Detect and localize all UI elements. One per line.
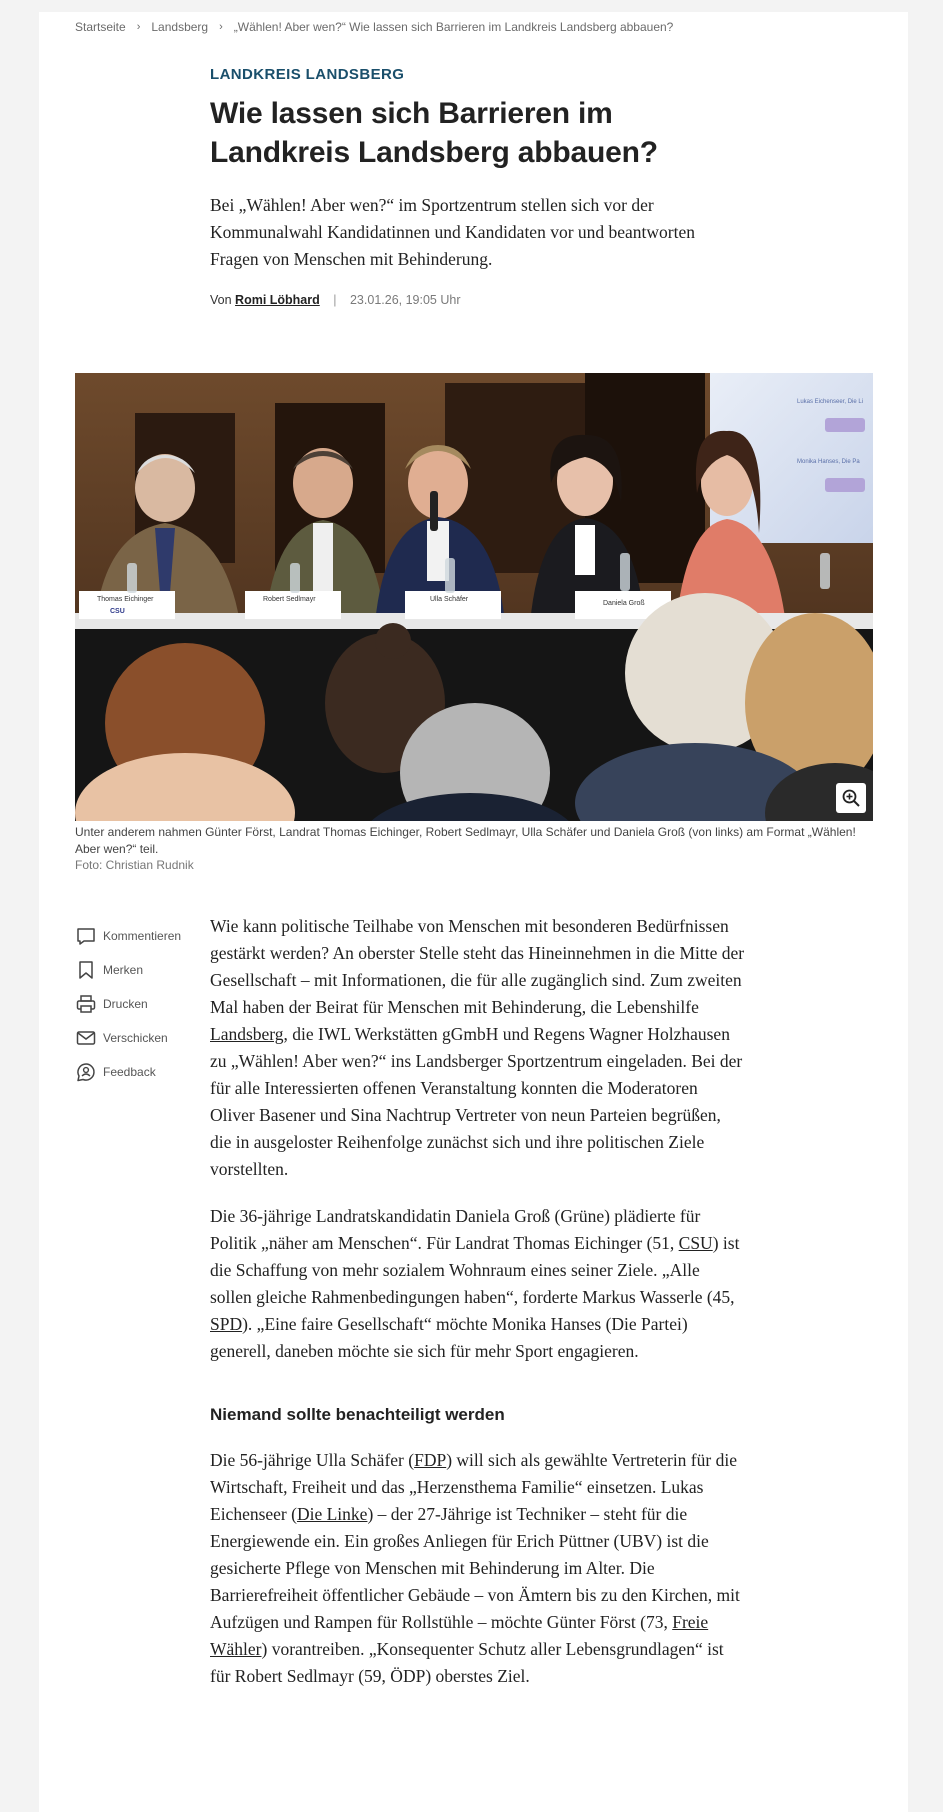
article-body	[210, 913, 745, 1710]
zoom-in-icon	[841, 788, 861, 808]
body-paragraph-3: Die 56-jährige Ulla Schäfer (FDP) will sich als gewählte Vertreterin für die Wirtschaft, Freiheit und das „Herzensthema Familie“ einsetzen. Lukas Eichenseer (Die Linke) – der 27-Jährige ist Techniker – steht für die Energiewende ein. Ein großes Anliegen für Erich Püttner (UBV) ist die gesicherte Pflege von Menschen mit Behinderung im Alter. Die Barrierefreiheit öffentlicher Gebäude – von Ämtern bis zu den Kirchen, mit Aufzügen und Rampen für Rollstühle – möchte Günter Först (73, Freie Wähler) vorantreiben. „Konsequenter Schutz aller Lebensgrundlagen“ ist für Robert Sedlmayr (59, ÖDP) oberstes Ziel.	[210, 1450, 740, 1686]
comment-label: Kommentieren	[103, 929, 182, 943]
breadcrumb-current: „Wählen! Aber wen?“ Wie lassen sich Barrieren im Landkreis Landsberg abbauen?	[233, 20, 674, 34]
panel-discussion-photo	[75, 373, 873, 821]
article-lead: Bei „Wählen! Aber wen?“ im Sportzentrum stellen sich vor der Kommunalwahl Kandidatinnen und Kandidaten vor und beantworten Fragen von Menschen mit Behinderung.	[210, 195, 696, 269]
zoom-button[interactable]	[836, 783, 866, 813]
bookmark-icon	[75, 959, 97, 981]
body-paragraph-2: Die 36-jährige Landratskandidatin Daniela Groß (Grüne) plädierte für Politik „näher am Menschen“. Für Landrat Thomas Eichinger (51, CSU) ist die Schaffung von mehr sozialem Wohnraum eines seiner Ziele. „Alle sollen gleiche Rahmenbedingungen haben“, forderte Markus Wasserle (45, SPD). „Eine faire Gesellschaft“ möchte Monika Hanses (Die Partei) generell, daneben möchte sie sich für mehr Sport engagieren.	[210, 1206, 740, 1361]
byline-prefix: Von	[210, 293, 232, 307]
screen-text-1: Lukas Eichenseer, Die Li	[797, 399, 864, 405]
comment-icon	[75, 925, 97, 947]
byline	[210, 293, 740, 307]
publish-date: 23.01.26, 19:05 Uhr	[349, 293, 461, 307]
photo-credit: Foto: Christian Rudnik	[75, 858, 194, 872]
body-subheading: Niemand sollte benachteiligt werden	[210, 1405, 505, 1424]
nameplate-3: Ulla Schäfer	[430, 596, 469, 603]
article-kicker: LANDKREIS LANDSBERG	[210, 66, 405, 83]
link-csu[interactable]: CSU	[678, 1233, 713, 1253]
breadcrumb	[75, 20, 673, 34]
feedback-label: Feedback	[103, 1065, 156, 1079]
comment-button[interactable]	[75, 919, 205, 953]
breadcrumb-home-link[interactable]: Startseite	[75, 20, 126, 34]
link-landsberg[interactable]: Landsberg	[210, 1024, 284, 1044]
nameplate-party: CSU	[110, 608, 125, 615]
breadcrumb-landsberg-link[interactable]: Landsberg	[151, 20, 209, 34]
article-toolbar	[75, 919, 205, 1089]
link-fdp[interactable]: FDP	[414, 1450, 447, 1470]
article-page	[39, 12, 908, 1812]
link-spd[interactable]: SPD	[210, 1314, 243, 1334]
share-mail-button[interactable]	[75, 1021, 205, 1055]
print-label: Drucken	[103, 997, 148, 1011]
author-link[interactable]: Romi Löbhard	[235, 293, 320, 307]
mail-label: Verschicken	[103, 1031, 168, 1045]
photo-caption: Unter anderem nahmen Günter Först, Landrat Thomas Eichinger, Robert Sedlmayr, Ulla Schäfer und Daniela Groß (von links) am Format „Wählen! Aber wen?“ teil.	[75, 825, 856, 856]
nameplate-4: Daniela Groß	[603, 600, 645, 607]
link-die-linke[interactable]: Die Linke	[296, 1504, 368, 1524]
byline-divider: |	[333, 293, 337, 307]
mail-icon	[75, 1027, 97, 1049]
body-paragraph-1: Wie kann politische Teilhabe von Menschen mit besonderen Bedürfnissen gestärkt werden? An oberster Stelle steht das Hineinnehmen in die Mitte der Gesellschaft – mit Informationen, die für alle zugänglich sind. Zum zweiten Mal haben der Beirat für Menschen mit Behinderung, die Lebenshilfe Landsberg, die IWL Werkstätten gGmbH und Regens Wagner Holzhausen zu „Wählen! Aber wen?“ ins Landsberger Sportzentrum eingeladen. Bei der für alle Interessierten offenen Veranstaltung konnten die Moderatoren Oliver Basener und Sina Nachtrup Vertreter von neun Parteien begrüßen, die in ausgeloster Reihenfolge zunächst sich und ihre politischen Ziele vorstellten.	[210, 916, 745, 1179]
article-headline: Wie lassen sich Barrieren im Landkreis Landsberg abbauen?	[210, 97, 658, 169]
print-button[interactable]	[75, 987, 205, 1021]
nameplate-2: Robert Sedlmayr	[263, 596, 316, 603]
feedback-button[interactable]	[75, 1055, 205, 1089]
chevron-right-icon: ›	[136, 21, 141, 33]
chevron-right-icon: ›	[219, 21, 223, 33]
screen-text-2: Monika Hanses, Die Pa	[797, 459, 860, 465]
article-photo[interactable]	[75, 373, 873, 821]
print-icon	[75, 993, 97, 1015]
bookmark-label: Merken	[103, 963, 144, 977]
nameplate-1: Thomas Eichinger	[97, 596, 154, 603]
feedback-icon	[75, 1061, 97, 1083]
bookmark-button[interactable]	[75, 953, 205, 987]
link-freie-waehler[interactable]: Freie Wähler	[210, 1612, 709, 1659]
